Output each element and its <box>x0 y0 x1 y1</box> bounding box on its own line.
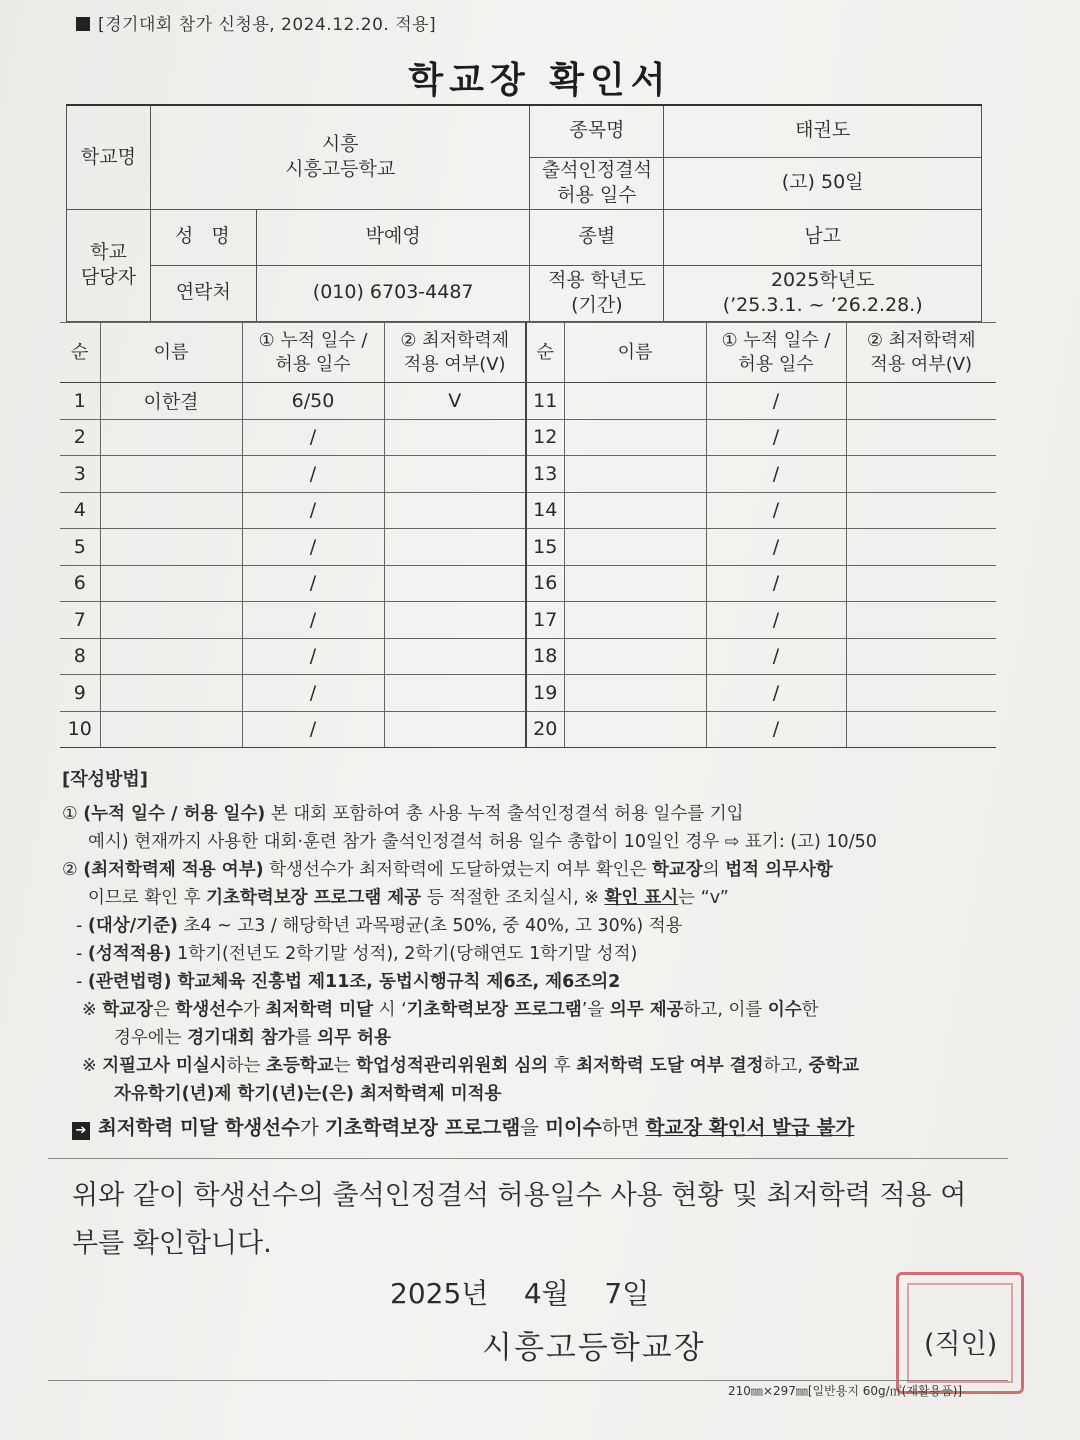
athlete-name <box>564 529 706 566</box>
school-name-cell <box>150 105 530 209</box>
note-1-cont-d: 의무 허용 <box>317 1028 391 1048</box>
min-check <box>384 638 526 675</box>
circled-1: ① <box>62 804 78 824</box>
dash-1: - <box>76 916 88 936</box>
note-1-f: 최저학력 미달 <box>265 1000 374 1020</box>
table-row <box>60 383 996 420</box>
days-used: / <box>242 602 384 639</box>
days-used: / <box>706 565 846 602</box>
note-2-h: 최저학력 도달 여부 결정 <box>576 1056 764 1076</box>
criteria-line <box>62 912 1012 940</box>
min-check: V <box>384 383 526 420</box>
confirm-text: 위와 같이 학생선수의 출석인정결석 허용일수 사용 현황 및 최저학력 적용 여부를 확인합니다. <box>72 1180 967 1259</box>
year-label-line1: 적용 학년도 <box>547 268 646 291</box>
contact-label: 연락처 <box>150 265 256 321</box>
note-1-j: 의무 제공 <box>609 1000 684 1020</box>
row-number: 18 <box>526 638 564 675</box>
issue-date <box>390 1272 649 1312</box>
category-value: 남고 <box>664 209 982 265</box>
notice-e: 미이수 <box>545 1116 602 1139</box>
info-table <box>66 104 982 322</box>
col-min-2-line1: ② 최저학력제 <box>866 330 976 352</box>
year-value-line1: 2025학년도 <box>770 268 875 291</box>
note-1-i: ’을 <box>581 1000 610 1020</box>
min-check <box>384 675 526 712</box>
row-number: 15 <box>526 529 564 566</box>
days-used: / <box>706 492 846 529</box>
allowed-days-value: (고) 50일 <box>664 157 982 209</box>
note-2-e: 는 <box>333 1056 357 1076</box>
athlete-name <box>100 529 242 566</box>
table-row <box>60 492 996 529</box>
min-check <box>384 529 526 566</box>
min-check <box>384 456 526 493</box>
year-value-line2: (’25.3.1. ~ ’26.2.28.) <box>722 294 923 317</box>
note-1-k: 하고, 이를 <box>683 1000 768 1020</box>
row-number: 7 <box>60 602 100 639</box>
col-days-2-line1: ① 누적 일수 / <box>721 330 831 352</box>
square-bullet-icon <box>76 17 90 31</box>
table-header-row <box>60 323 996 383</box>
col-min <box>384 323 526 383</box>
table-row <box>60 711 996 748</box>
name-value: 박예영 <box>256 209 530 265</box>
col-days-line1: ① 누적 일수 / <box>258 330 368 352</box>
instruction-2-bold: (최저학력제 적용 여부) <box>83 860 264 880</box>
row-number: 2 <box>60 419 100 456</box>
instruction-1-text: 본 대회 포함하여 총 사용 누적 출석인정결석 허용 일수를 기입 <box>265 804 744 824</box>
days-used: / <box>706 602 846 639</box>
row-number: 19 <box>526 675 564 712</box>
row-number: 5 <box>60 529 100 566</box>
instruction-2-cont-e: 는 “v” <box>678 888 729 908</box>
note-1-g: 시 ‘ <box>373 1000 407 1020</box>
row-number: 4 <box>60 492 100 529</box>
min-check <box>846 675 996 712</box>
row-number: 20 <box>526 711 564 748</box>
row-number: 16 <box>526 565 564 602</box>
days-used: / <box>242 565 384 602</box>
instruction-2-cont-d: 확인 표시 <box>604 888 679 908</box>
note-1-cont-b: 경기대회 참가 <box>187 1028 295 1048</box>
col-no-2: 순 <box>526 323 564 383</box>
col-name-2: 이름 <box>564 323 706 383</box>
athlete-name <box>564 456 706 493</box>
athlete-name <box>564 675 706 712</box>
year-label-line2: (기간) <box>571 294 623 317</box>
criteria-text: 초4 ~ 고3 / 해당학년 과목평균(초 50%, 중 40%, 고 30%) 적용 <box>177 916 683 936</box>
dash-2: - <box>76 944 88 964</box>
document-title: 학교장 확인서 <box>408 60 672 101</box>
days-used: / <box>242 456 384 493</box>
instruction-1 <box>62 800 1012 828</box>
athlete-name <box>564 383 706 420</box>
notice-a: 최저학력 미달 학생선수 <box>98 1116 300 1139</box>
note-2-mark: ※ <box>82 1056 103 1076</box>
days-used: 6/50 <box>242 383 384 420</box>
law-line <box>62 968 1012 996</box>
divider <box>48 1158 1008 1159</box>
table-row <box>60 565 996 602</box>
min-check <box>384 711 526 748</box>
instruction-2 <box>62 856 1012 884</box>
note-1-h: 기초학력보장 프로그램 <box>406 1000 582 1020</box>
note-2-cont-text: 자유학기(년)제 학기(년)는(은) 최저학력제 미적용 <box>114 1084 502 1104</box>
col-days-line2: 허용 일수 <box>275 353 351 375</box>
staff-label <box>67 209 151 321</box>
athlete-name <box>564 638 706 675</box>
note-1-d: 학생선수 <box>175 1000 244 1020</box>
note-1-mark: ※ <box>82 1000 103 1020</box>
criteria-bold: (대상/기준) <box>87 916 178 936</box>
grades-text: 1학기(전년도 2학기말 성적), 2학기(당해연도 1학기말 성적) <box>171 944 638 964</box>
law-text: (관련법령) 학교체육 진흥법 제11조, 동법시행규칙 제6조, 제6조의2 <box>87 972 621 992</box>
min-check <box>846 456 996 493</box>
note-2-f: 학업성적관리위원회 심의 <box>356 1056 549 1076</box>
col-no: 순 <box>60 323 100 383</box>
days-used: / <box>706 419 846 456</box>
instruction-2-duty: 법적 의무사항 <box>725 860 833 880</box>
instruction-1-example: 예시) 현재까지 사용한 대회·훈련 참가 출석인정결석 허용 일수 총합이 10일인 경우 ⇨ 표기: (고) 10/50 <box>88 832 877 852</box>
paper-spec: 210㎜×297㎜[일반용지 60g/㎡(재활용품)] <box>728 1384 963 1398</box>
note-1-b: 학교장 <box>102 1000 153 1020</box>
instruction-2-particle: 의 <box>702 860 726 880</box>
col-days <box>242 323 384 383</box>
table-row <box>60 602 996 639</box>
note-2-b: 지필고사 미실시 <box>102 1056 227 1076</box>
instruction-2-cont-a: 이므로 확인 후 <box>88 888 207 908</box>
category-label: 종별 <box>530 209 664 265</box>
athlete-name <box>564 492 706 529</box>
col-min-2-line2: 적용 여부(V) <box>870 353 973 375</box>
note-1-m: 한 <box>801 1000 819 1020</box>
min-check <box>384 419 526 456</box>
min-check <box>846 638 996 675</box>
athlete-name <box>100 711 242 748</box>
school-label: 학교명 <box>67 105 151 209</box>
instruction-2-principal: 학교장 <box>652 860 703 880</box>
table-row <box>60 419 996 456</box>
school-region: 시흥 <box>321 132 359 155</box>
athlete-table <box>60 322 996 748</box>
col-name: 이름 <box>100 323 242 383</box>
note-1-e: 가 <box>243 1000 266 1020</box>
notice-line <box>72 1112 854 1140</box>
row-number: 8 <box>60 638 100 675</box>
table-row <box>60 529 996 566</box>
table-row <box>60 675 996 712</box>
note-1-cont-c: 를 <box>294 1028 318 1048</box>
athlete-name <box>100 456 242 493</box>
row-number: 12 <box>526 419 564 456</box>
note-1-cont-a: 경우에는 <box>114 1028 188 1048</box>
footer-divider <box>48 1380 1008 1381</box>
athlete-name <box>100 492 242 529</box>
days-used: / <box>706 383 846 420</box>
year-value <box>664 265 982 321</box>
staff-label-line1: 학교 <box>90 240 127 263</box>
contact-value: (010) 6703-4487 <box>256 265 530 321</box>
table-body <box>60 383 996 748</box>
days-used: / <box>706 529 846 566</box>
name-label: 성 명 <box>150 209 256 265</box>
row-number: 13 <box>526 456 564 493</box>
note-2-j: 중학교 <box>808 1056 860 1076</box>
notice-b: 가 <box>299 1116 325 1139</box>
row-number: 9 <box>60 675 100 712</box>
grades-line <box>62 940 1012 968</box>
athlete-name <box>564 711 706 748</box>
min-check <box>846 602 996 639</box>
year-label <box>530 265 664 321</box>
date-day: 7일 <box>604 1277 650 1310</box>
seal-label: (직인) <box>924 1329 998 1360</box>
date-month: 4월 <box>523 1277 569 1310</box>
athlete-name <box>564 602 706 639</box>
table-row <box>60 456 996 493</box>
min-check <box>846 565 996 602</box>
row-number: 17 <box>526 602 564 639</box>
row-number: 14 <box>526 492 564 529</box>
row-number: 10 <box>60 711 100 748</box>
min-check <box>384 602 526 639</box>
grades-bold: (성적적용) <box>87 944 172 964</box>
days-used: / <box>242 675 384 712</box>
principal-name: 시흥고등학교장 <box>482 1330 706 1366</box>
note-2 <box>62 1052 1012 1080</box>
col-min-2 <box>846 323 996 383</box>
days-used: / <box>706 638 846 675</box>
arrow-box-icon: ➔ <box>72 1122 90 1140</box>
days-used: / <box>242 419 384 456</box>
col-days-2-line2: 허용 일수 <box>738 353 814 375</box>
days-used: / <box>242 492 384 529</box>
note-1-c: 은 <box>152 1000 176 1020</box>
date-year: 2025년 <box>390 1277 489 1310</box>
circled-2: ② <box>62 860 78 880</box>
row-number: 3 <box>60 456 100 493</box>
row-number: 1 <box>60 383 100 420</box>
athlete-name <box>564 419 706 456</box>
note-1-l: 이수 <box>767 1000 802 1020</box>
sport-label: 종목명 <box>530 105 664 157</box>
min-check <box>846 419 996 456</box>
athlete-name <box>100 419 242 456</box>
min-check <box>846 529 996 566</box>
row-number: 6 <box>60 565 100 602</box>
notice-f: 하면 <box>601 1116 646 1139</box>
instruction-2-cont-b: 기초학력보장 프로그램 제공 <box>206 888 422 908</box>
staff-label-line2: 담당자 <box>80 266 136 289</box>
note-2-i: 하고, <box>763 1056 809 1076</box>
notice-g: 학교장 확인서 발급 불가 <box>645 1116 855 1139</box>
allowed-days-label-line1: 출석인정결석 <box>541 158 652 181</box>
allowed-days-label <box>530 157 664 209</box>
row-number: 11 <box>526 383 564 420</box>
school-name: 시흥고등학교 <box>285 158 396 181</box>
sport-value: 태권도 <box>664 105 982 157</box>
days-used: / <box>706 711 846 748</box>
days-used: / <box>242 711 384 748</box>
instruction-2-cont-c: 등 적절한 조치실시, ※ <box>421 888 605 908</box>
min-check <box>846 492 996 529</box>
athlete-name <box>100 638 242 675</box>
header-note-text: [경기대회 참가 신청용, 2024.12.20. 적용] <box>98 15 437 35</box>
min-check <box>846 711 996 748</box>
table-row <box>60 638 996 675</box>
note-2-c: 하는 <box>226 1056 267 1076</box>
min-check <box>384 492 526 529</box>
note-2-cont <box>62 1080 1012 1108</box>
instructions-heading: [작성방법] <box>62 769 149 790</box>
instruction-1-bold: (누적 일수 / 허용 일수) <box>83 804 266 824</box>
days-used: / <box>706 456 846 493</box>
note-1 <box>62 996 1012 1024</box>
min-check <box>384 565 526 602</box>
instruction-2-text: 학생선수가 최저학력에 도달하였는지 여부 확인은 <box>263 860 652 880</box>
header-note <box>76 10 436 35</box>
note-2-g: 후 <box>548 1056 577 1076</box>
athlete-name: 이한결 <box>100 383 242 420</box>
notice-c: 기초학력보장 프로그램 <box>325 1116 521 1139</box>
instructions <box>62 766 1012 1108</box>
note-2-d: 초등학교 <box>266 1056 334 1076</box>
days-used: / <box>706 675 846 712</box>
days-used: / <box>242 638 384 675</box>
col-min-line1: ② 최저학력제 <box>400 330 510 352</box>
note-1-cont <box>62 1024 1012 1052</box>
min-check <box>846 383 996 420</box>
instruction-2-cont <box>62 884 1012 912</box>
athlete-name <box>100 565 242 602</box>
col-min-line2: 적용 여부(V) <box>403 353 506 375</box>
athlete-name <box>100 602 242 639</box>
notice-d: 을 <box>520 1116 546 1139</box>
dash-3: - <box>76 972 88 992</box>
col-days-2 <box>706 323 846 383</box>
allowed-days-label-line2: 허용 일수 <box>557 184 637 207</box>
athlete-name <box>100 675 242 712</box>
days-used: / <box>242 529 384 566</box>
athlete-name <box>564 565 706 602</box>
